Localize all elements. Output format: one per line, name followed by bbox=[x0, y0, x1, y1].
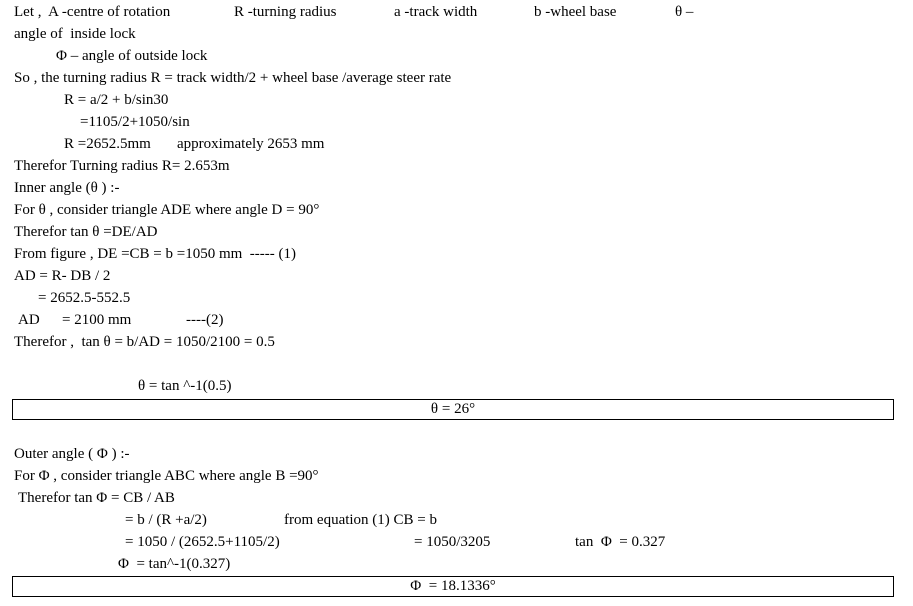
phi-result-box: Φ = 18.1336° bbox=[12, 576, 894, 597]
outer-tan-def: Therefor tan Φ = CB / AB bbox=[18, 490, 175, 506]
inner-ad-eq: AD = R- DB / 2 bbox=[14, 268, 111, 284]
inner-ad-value: = 2100 mm bbox=[62, 312, 132, 328]
inner-ad-ref: ----(2) bbox=[186, 312, 224, 328]
def-theta-prefix: θ – bbox=[675, 4, 694, 20]
outer-phi-calc: Φ = tan^-1(0.327) bbox=[118, 556, 231, 572]
def-theta-cont: angle of inside lock bbox=[14, 26, 136, 42]
inner-ad-label: AD bbox=[18, 312, 40, 328]
def-track-width: a -track width bbox=[394, 4, 478, 20]
outer-step2: = 1050 / (2652.5+1105/2) bbox=[125, 534, 280, 550]
def-turning-radius: R -turning radius bbox=[234, 4, 337, 20]
def-wheel-base: b -wheel base bbox=[534, 4, 617, 20]
outer-triangle: For Φ , consider triangle ABC where angle B =90° bbox=[14, 468, 319, 484]
inner-heading: Inner angle (θ ) :- bbox=[14, 180, 120, 196]
inner-triangle: For θ , consider triangle ADE where angle D = 90° bbox=[14, 202, 320, 218]
inner-de-eq: From figure , DE =CB = b =1050 mm ----- (1) bbox=[14, 246, 297, 262]
outer-step2-tan: tan Φ = 0.327 bbox=[575, 534, 666, 550]
inner-theta-calc: θ = tan ^-1(0.5) bbox=[138, 378, 232, 394]
outer-step1: = b / (R +a/2) bbox=[125, 512, 207, 528]
def-phi: Φ – angle of outside lock bbox=[56, 48, 208, 64]
radius-intro: So , the turning radius R = track width/2 + wheel base /average steer rate bbox=[14, 70, 452, 86]
outer-step2-mid: = 1050/3205 bbox=[414, 534, 491, 550]
radius-formula: R = a/2 + b/sin30 bbox=[64, 92, 169, 108]
def-centre: Let , A -centre of rotation bbox=[14, 4, 171, 20]
inner-tan-value: Therefor , tan θ = b/AD = 1050/2100 = 0.5 bbox=[14, 334, 275, 350]
inner-tan-def: Therefor tan θ =DE/AD bbox=[14, 224, 158, 240]
outer-heading: Outer angle ( Φ ) :- bbox=[14, 446, 130, 462]
radius-substitution: =1105/2+1050/sin bbox=[80, 114, 190, 130]
radius-result: Therefor Turning radius R= 2.653m bbox=[14, 158, 230, 174]
radius-approx: approximately 2653 mm bbox=[177, 136, 325, 152]
radius-value: R =2652.5mm bbox=[64, 136, 151, 152]
outer-step1-note: from equation (1) CB = b bbox=[284, 512, 438, 528]
theta-result-box: θ = 26° bbox=[12, 399, 894, 420]
inner-ad-sub: = 2652.5-552.5 bbox=[38, 290, 131, 306]
